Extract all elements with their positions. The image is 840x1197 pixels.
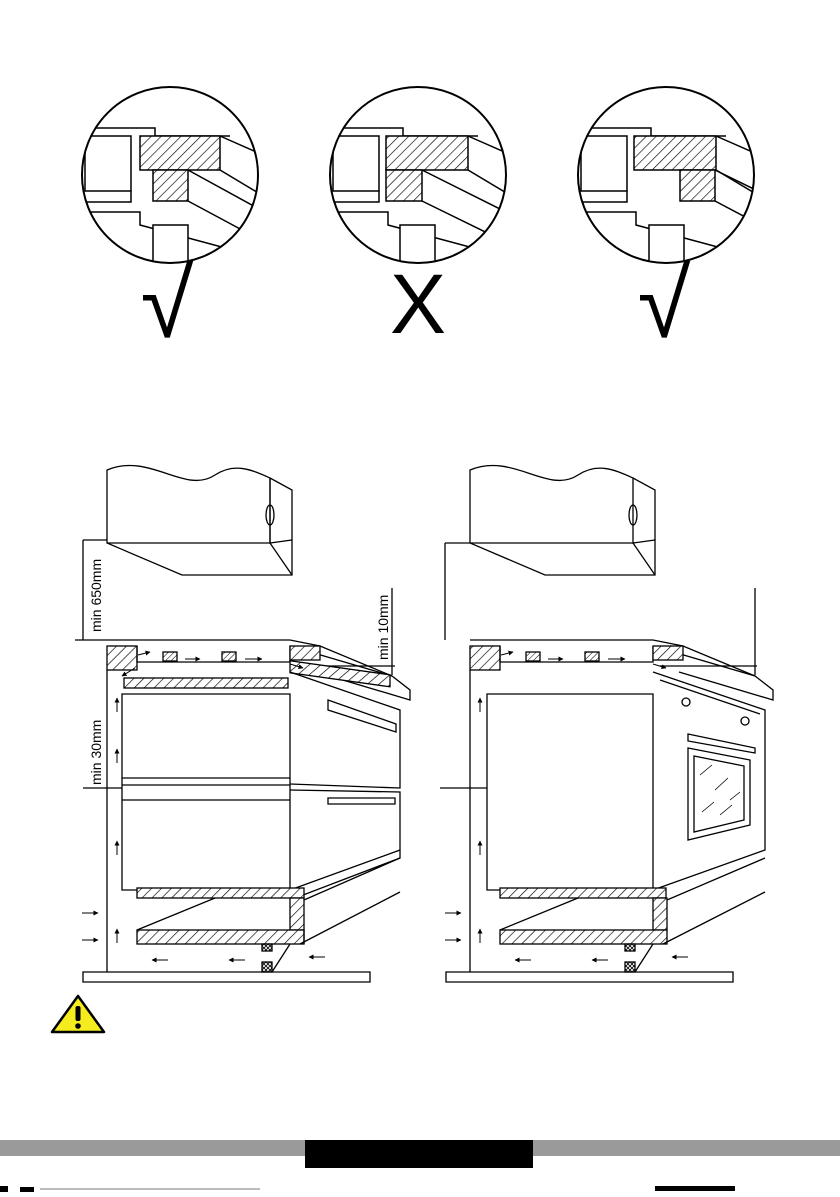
- correct-mark-right: √: [637, 251, 691, 358]
- correct-mark-left: √: [140, 251, 194, 358]
- wrong-mark-middle: X: [389, 257, 447, 351]
- dimension-min-10: min 10mm: [375, 594, 391, 660]
- detail-circle-correct-right: [556, 87, 766, 358]
- cooker-hood-left: [107, 465, 292, 575]
- warning-triangle-icon: [52, 996, 104, 1032]
- cooker-hood-right: [470, 465, 655, 575]
- installation-with-drawers: [75, 465, 410, 982]
- dimension-min-30: min 30mm: [88, 719, 104, 785]
- dimension-min-650: min 650mm: [88, 558, 104, 632]
- detail-circle-correct-left: [60, 87, 270, 358]
- detail-circle-wrong-middle: [308, 87, 518, 351]
- footer-black-block: [305, 1140, 533, 1168]
- installation-with-oven: [440, 465, 773, 982]
- footer-bottom-strip: [0, 1186, 840, 1192]
